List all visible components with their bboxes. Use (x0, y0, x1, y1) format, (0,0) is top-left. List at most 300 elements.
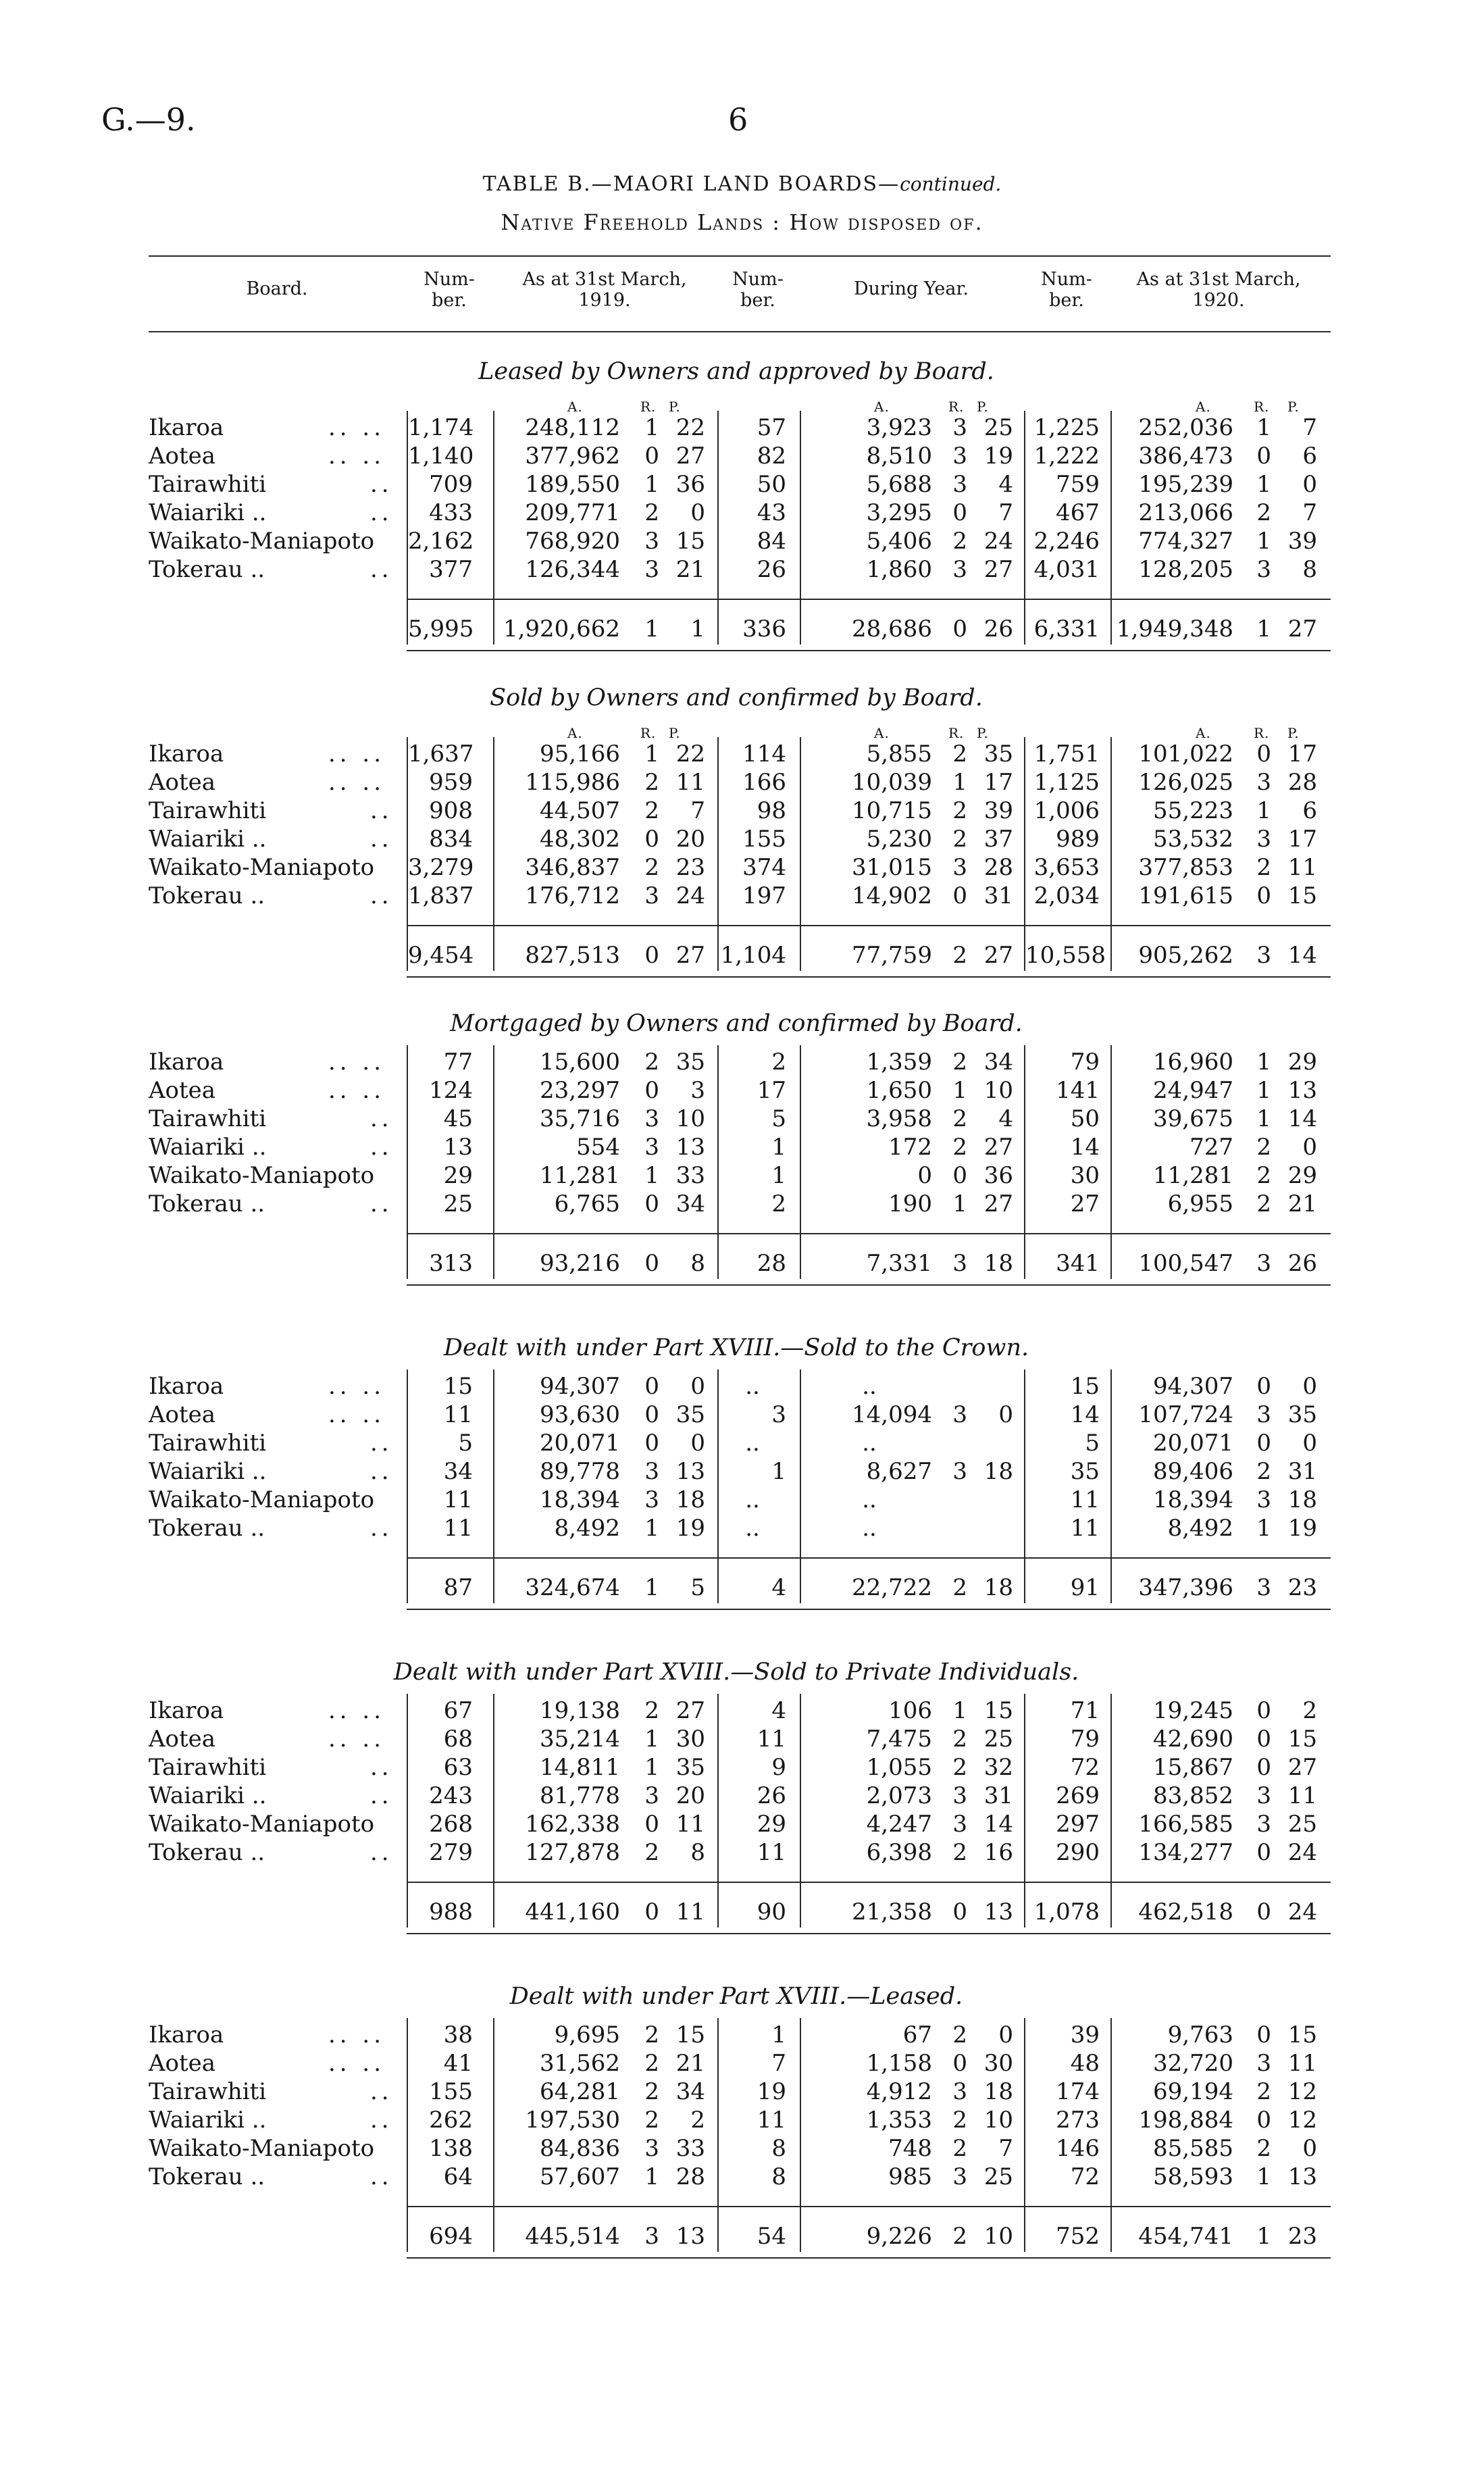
column-rule (717, 1045, 719, 1279)
cell-n1: 1,140 (408, 443, 474, 470)
total-row (0, 941, 1484, 970)
cell-n1: 34 (443, 1458, 473, 1485)
leader-dots: .. (370, 882, 393, 909)
cell-r1: 2 (644, 1839, 659, 1866)
cell-a3: 19,245 (1153, 1697, 1233, 1724)
total-r3: 0 (1256, 1898, 1271, 1926)
board-name: Waiariki .. (149, 1458, 267, 1485)
cell-r3: 0 (1256, 1430, 1271, 1457)
cell-n2: 11 (757, 1839, 786, 1866)
cell-a2: 106 (888, 1697, 932, 1724)
column-rule (800, 1045, 801, 1279)
cell-a1: 11,281 (540, 1162, 620, 1189)
leader-dots: .. (370, 1839, 393, 1866)
cell-p2: 36 (983, 1162, 1013, 1189)
cell-a3: 69,194 (1153, 2078, 1233, 2105)
cell-r1: 2 (644, 797, 659, 824)
cell-r3: 0 (1256, 2107, 1271, 2134)
total-rule (407, 650, 1331, 651)
board-name: Waiariki .. (149, 499, 267, 526)
cell-p2: 7 (998, 2135, 1013, 2162)
cell-r3: 3 (1256, 1811, 1271, 1838)
column-rule (1110, 737, 1112, 971)
table-row (0, 2163, 1484, 2191)
cell-n2: 26 (757, 556, 786, 583)
cell-n3: 27 (1070, 1190, 1100, 1217)
subtotal-rule (407, 1233, 1331, 1234)
cell-a2: 748 (888, 2135, 932, 2162)
cell-n3: 71 (1070, 1697, 1100, 1724)
board-name: Tairawhiti (149, 797, 267, 824)
cell-n2: 155 (742, 826, 786, 853)
cell-r3: 3 (1256, 769, 1271, 796)
unit-perches: P. (669, 399, 681, 415)
cell-n1: 64 (443, 2163, 473, 2190)
cell-a2: .. (862, 1430, 877, 1457)
leader-dots: .. .. (328, 1697, 386, 1724)
cell-n2: 9 (771, 1754, 786, 1781)
total-rule (407, 1933, 1331, 1934)
board-name: Aotea (149, 2050, 216, 2077)
board-name: Aotea (149, 1726, 216, 1753)
cell-a2: 5,230 (866, 826, 932, 853)
table-row (0, 442, 1484, 470)
cell-r3: 2 (1256, 1190, 1271, 1217)
cell-a3: 24,947 (1153, 1077, 1233, 1104)
cell-a3: 32,720 (1153, 2050, 1233, 2077)
cell-n2: 98 (757, 797, 786, 824)
cell-p3: 24 (1287, 1839, 1317, 1866)
total-p2: 10 (983, 2223, 1013, 2250)
cell-a1: 115,986 (525, 769, 620, 796)
leader-dots: .. .. (328, 1726, 386, 1753)
leader-dots: .. (370, 1754, 393, 1781)
cell-a1: 377,962 (525, 443, 620, 470)
board-name: Tokerau .. (149, 1839, 265, 1866)
cell-a2: 190 (888, 1190, 932, 1217)
subtotal-rule (407, 1882, 1331, 1883)
cell-r1: 1 (644, 1754, 659, 1781)
column-rule (493, 1045, 494, 1279)
cell-r3: 0 (1256, 1373, 1271, 1400)
table-row (0, 1105, 1484, 1133)
cell-p2: 32 (983, 1754, 1013, 1781)
column-rule (1110, 411, 1112, 645)
cell-r2: 3 (952, 1458, 967, 1485)
cell-n2: 11 (757, 1726, 786, 1753)
column-rule (407, 411, 408, 645)
cell-r3: 0 (1256, 882, 1271, 909)
total-r3: 3 (1256, 1574, 1271, 1601)
total-p3: 23 (1287, 1574, 1317, 1601)
cell-n3: 989 (1056, 826, 1100, 853)
total-p2: 18 (983, 1250, 1013, 1277)
column-rule (1024, 1694, 1025, 1928)
total-row (0, 1574, 1484, 1602)
cell-a2: 1,055 (866, 1754, 932, 1781)
unit-roods: R. (1254, 399, 1270, 415)
cell-p1: 3 (690, 1077, 705, 1104)
cell-a1: 346,837 (525, 854, 620, 881)
cell-r2: 2 (952, 2107, 967, 2134)
cell-r1: 3 (644, 1134, 659, 1161)
cell-a2: 4,912 (866, 2078, 932, 2105)
cell-p2: 25 (983, 414, 1013, 441)
column-rule (800, 1694, 801, 1928)
table-title (0, 172, 1484, 196)
leader-dots: .. (370, 2078, 393, 2105)
board-name: Tokerau .. (149, 882, 265, 909)
cell-p2: 27 (983, 1134, 1013, 1161)
total-a1: 445,514 (525, 2223, 620, 2250)
cell-r1: 1 (644, 2163, 659, 2190)
cell-n2: 374 (742, 854, 786, 881)
cell-r1: 0 (644, 443, 659, 470)
subtotal-rule (407, 599, 1331, 600)
cell-a3: 774,327 (1138, 528, 1233, 555)
subtotal-rule (407, 1557, 1331, 1559)
cell-r2: 3 (952, 443, 967, 470)
column-rule (800, 1369, 801, 1603)
table-row (0, 825, 1484, 853)
cell-p3: 28 (1287, 769, 1317, 796)
cell-p1: 7 (690, 797, 705, 824)
cell-p1: 22 (675, 414, 705, 441)
cell-a3: 101,022 (1138, 740, 1233, 768)
board-name: Tokerau .. (149, 1190, 265, 1217)
cell-r3: 1 (1256, 1049, 1271, 1076)
board-name: Tairawhiti (149, 1430, 267, 1457)
cell-p2: 24 (983, 528, 1013, 555)
leader-dots: .. .. (328, 1049, 386, 1076)
total-n3: 6,331 (1033, 615, 1100, 643)
cell-p3: 13 (1287, 1077, 1317, 1104)
cell-n1: 834 (429, 826, 473, 853)
cell-a1: 23,297 (540, 1077, 620, 1104)
cell-p3: 14 (1287, 1105, 1317, 1132)
cell-n1: 29 (443, 1162, 473, 1189)
cell-a3: 213,066 (1138, 499, 1233, 526)
leader-dots: .. .. (328, 2021, 386, 2048)
table-row (0, 1486, 1484, 1514)
total-p1: 1 (690, 615, 705, 643)
cell-p3: 12 (1287, 2078, 1317, 2105)
cell-p1: 10 (675, 1105, 705, 1132)
cell-n3: 174 (1056, 2078, 1100, 2105)
cell-p3: 13 (1287, 2163, 1317, 2190)
cell-a2: 5,688 (866, 471, 932, 498)
cell-r3: 2 (1256, 2135, 1271, 2162)
column-rule (1024, 411, 1025, 645)
cell-r1: 1 (644, 1162, 659, 1189)
cell-a2: 14,902 (852, 882, 932, 909)
column-rule (1024, 737, 1025, 971)
cell-r2: 3 (952, 1401, 967, 1428)
unit-acres: A. (1196, 725, 1211, 741)
unit-roods: R. (1254, 725, 1270, 741)
header-top-rule (149, 255, 1331, 257)
cell-n2: 29 (757, 1811, 786, 1838)
cell-r1: 2 (644, 769, 659, 796)
leader-dots: .. .. (328, 1401, 386, 1428)
cell-r2: 2 (952, 1754, 967, 1781)
total-r2: 0 (952, 615, 967, 643)
cell-n1: 1,174 (408, 414, 474, 441)
cell-a1: 35,214 (540, 1726, 620, 1753)
cell-n1: 268 (429, 1811, 473, 1838)
cell-a1: 89,778 (540, 1458, 620, 1485)
cell-a2: 5,855 (866, 740, 932, 768)
cell-r2: 3 (952, 1782, 967, 1809)
total-n3: 10,558 (1025, 942, 1106, 969)
cell-p2: 4 (998, 1105, 1013, 1132)
cell-a1: 162,338 (525, 1811, 620, 1838)
cell-n2: 43 (757, 499, 786, 526)
table-row (0, 1401, 1484, 1429)
column-rule (493, 1369, 494, 1603)
cell-a3: 8,492 (1167, 1515, 1233, 1542)
cell-a1: 197,530 (525, 2107, 620, 2134)
cell-n1: 709 (429, 471, 473, 498)
cell-a2: 3,295 (866, 499, 932, 526)
cell-a1: 20,071 (540, 1430, 620, 1457)
cell-a1: 19,138 (540, 1697, 620, 1724)
subtotal-rule (407, 2206, 1331, 2207)
board-name: Aotea (149, 443, 216, 470)
unit-acres: A. (874, 399, 890, 415)
section-title: Dealt with under Part XVIII.—Leased. (509, 1983, 963, 2010)
section-title: Dealt with under Part XVIII.—Sold to Private Individuals. (393, 1659, 1079, 1686)
total-n1: 9,454 (408, 942, 474, 969)
cell-n2: 2 (771, 1049, 786, 1076)
cell-r2: 1 (952, 1077, 967, 1104)
cell-p3: 35 (1287, 1401, 1317, 1428)
cell-a2: 14,094 (852, 1401, 932, 1428)
total-r2: 2 (952, 2223, 967, 2250)
table-row (0, 740, 1484, 768)
total-rule (407, 976, 1331, 978)
cell-n3: 48 (1070, 2050, 1100, 2077)
cell-n1: 67 (443, 1697, 473, 1724)
cell-r1: 2 (644, 854, 659, 881)
table-row (0, 853, 1484, 882)
cell-a2: 2,073 (866, 1782, 932, 1809)
column-rule (493, 1694, 494, 1928)
board-name: Waikato-Maniapoto (149, 528, 375, 555)
cell-p2: 7 (998, 499, 1013, 526)
cell-p1: 30 (675, 1726, 705, 1753)
table-row (0, 1838, 1484, 1867)
column-rule (1024, 1045, 1025, 1279)
total-a3: 347,396 (1138, 1574, 1233, 1601)
subtotal-rule (407, 925, 1331, 926)
cell-p2: 31 (983, 882, 1013, 909)
cell-n2: 7 (771, 2050, 786, 2077)
total-r3: 1 (1256, 2223, 1271, 2250)
cell-n2: 1 (771, 2021, 786, 2048)
cell-a3: 128,205 (1138, 556, 1233, 583)
total-p1: 11 (675, 1898, 705, 1926)
table-row (0, 527, 1484, 555)
cell-a1: 64,281 (540, 2078, 620, 2105)
column-rule (407, 1694, 408, 1928)
cell-r1: 1 (644, 471, 659, 498)
cell-r3: 3 (1256, 1782, 1271, 1809)
header-during-year: During Year. (854, 278, 969, 299)
column-rule (1024, 1369, 1025, 1603)
cell-r2: 2 (952, 2021, 967, 2048)
total-n1: 694 (429, 2223, 473, 2250)
cell-r1: 1 (644, 1515, 659, 1542)
cell-n1: 433 (429, 499, 473, 526)
cell-a2: 1,158 (866, 2050, 932, 2077)
cell-n1: 959 (429, 769, 473, 796)
cell-r3: 0 (1256, 1754, 1271, 1781)
table-row (0, 882, 1484, 910)
column-rule (493, 737, 494, 971)
cell-a3: 55,223 (1153, 797, 1233, 824)
column-rule (1110, 1369, 1112, 1603)
cell-p1: 13 (675, 1458, 705, 1485)
cell-p3: 0 (1302, 1373, 1317, 1400)
cell-n1: 41 (443, 2050, 473, 2077)
cell-r2: 2 (952, 2135, 967, 2162)
cell-a1: 95,166 (540, 740, 620, 768)
total-a1: 1,920,662 (503, 615, 620, 643)
cell-a1: 554 (576, 1134, 620, 1161)
cell-p1: 2 (690, 2107, 705, 2134)
cell-a1: 93,630 (540, 1401, 620, 1428)
cell-a2: 7,475 (866, 1726, 932, 1753)
cell-a1: 81,778 (540, 1782, 620, 1809)
cell-p3: 8 (1302, 556, 1317, 583)
total-row (0, 1898, 1484, 1926)
total-row (0, 615, 1484, 643)
unit-acres: A. (1196, 399, 1211, 415)
cell-r3: 0 (1256, 443, 1271, 470)
cell-a3: 107,724 (1138, 1401, 1233, 1428)
board-name: Tairawhiti (149, 2078, 267, 2105)
header-number-1920: Num- ber. (1041, 269, 1092, 311)
cell-r3: 3 (1256, 556, 1271, 583)
column-rule (1024, 2018, 1025, 2252)
cell-n1: 38 (443, 2021, 473, 2048)
cell-p1: 19 (675, 1515, 705, 1542)
cell-n1: 262 (429, 2107, 473, 2134)
cell-n1: 908 (429, 797, 473, 824)
total-n3: 1,078 (1033, 1898, 1100, 1926)
cell-p2: 18 (983, 1458, 1013, 1485)
cell-r2: 2 (952, 826, 967, 853)
cell-n1: 124 (429, 1077, 473, 1104)
cell-r2: 2 (952, 1726, 967, 1753)
column-rule (1110, 1045, 1112, 1279)
cell-a3: 83,852 (1153, 1782, 1233, 1809)
cell-p1: 27 (675, 1697, 705, 1724)
header-board: Board. (246, 278, 308, 299)
total-p3: 26 (1287, 1250, 1317, 1277)
cell-p2: 34 (983, 1049, 1013, 1076)
cell-p3: 15 (1287, 882, 1317, 909)
cell-n3: 79 (1070, 1049, 1100, 1076)
cell-a1: 48,302 (540, 826, 620, 853)
cell-n1: 2,162 (408, 528, 474, 555)
cell-r2: 1 (952, 1697, 967, 1724)
cell-r1: 2 (644, 1697, 659, 1724)
total-a2: 9,226 (866, 2223, 932, 2250)
cell-r3: 3 (1256, 2050, 1271, 2077)
total-a3: 462,518 (1138, 1898, 1233, 1926)
cell-p2: 10 (983, 1077, 1013, 1104)
total-n1: 988 (429, 1898, 473, 1926)
cell-r1: 3 (644, 556, 659, 583)
table-title-main: TABLE B.—MAORI LAND BOARDS— (482, 172, 900, 196)
cell-r3: 2 (1256, 854, 1271, 881)
cell-r2: 2 (952, 1134, 967, 1161)
cell-p3: 2 (1302, 1697, 1317, 1724)
board-name: Aotea (149, 1401, 216, 1428)
cell-p1: 0 (690, 1430, 705, 1457)
cell-p3: 0 (1302, 2135, 1317, 2162)
cell-p1: 15 (675, 2021, 705, 2048)
cell-a1: 9,695 (554, 2021, 620, 2048)
cell-a2: 1,860 (866, 556, 932, 583)
cell-r1: 3 (644, 1458, 659, 1485)
total-r2: 2 (952, 942, 967, 969)
cell-n3: 1,225 (1033, 414, 1100, 441)
leader-dots: .. (370, 1782, 393, 1809)
total-a2: 77,759 (852, 942, 932, 969)
leader-dots: .. .. (328, 740, 386, 768)
cell-p1: 27 (675, 443, 705, 470)
table-row (0, 2021, 1484, 2049)
cell-a2: .. (862, 1486, 877, 1513)
board-name: Waikato-Maniapoto (149, 1162, 375, 1189)
cell-a3: 126,025 (1138, 769, 1233, 796)
cell-n2: 11 (757, 2107, 786, 2134)
total-a2: 28,686 (852, 615, 932, 643)
table-row (0, 1429, 1484, 1457)
cell-r1: 0 (644, 1373, 659, 1400)
leader-dots: .. (370, 2163, 393, 2190)
cell-r3: 1 (1256, 1077, 1271, 1104)
cell-p2: 16 (983, 1839, 1013, 1866)
cell-n2: 8 (771, 2163, 786, 2190)
cell-r2: 0 (952, 2050, 967, 2077)
cell-p1: 20 (675, 826, 705, 853)
table-title-continued: continued. (900, 173, 1002, 195)
cell-n1: 11 (443, 1401, 473, 1428)
cell-n2: 166 (742, 769, 786, 796)
unit-roods: R. (640, 725, 657, 741)
total-r3: 3 (1256, 1250, 1271, 1277)
cell-p1: 0 (690, 499, 705, 526)
cell-r1: 2 (644, 2050, 659, 2077)
cell-r1: 1 (644, 1726, 659, 1753)
total-r2: 3 (952, 1250, 967, 1277)
total-n2: 54 (757, 2223, 786, 2250)
cell-n2: 57 (757, 414, 786, 441)
cell-n3: 2,034 (1033, 882, 1100, 909)
cell-a3: 191,615 (1138, 882, 1233, 909)
cell-p3: 29 (1287, 1162, 1317, 1189)
cell-r2: 3 (952, 556, 967, 583)
cell-a3: 42,690 (1153, 1726, 1233, 1753)
cell-a1: 57,607 (540, 2163, 620, 2190)
cell-n3: 30 (1070, 1162, 1100, 1189)
cell-p3: 6 (1302, 443, 1317, 470)
cell-r2: 2 (952, 1105, 967, 1132)
